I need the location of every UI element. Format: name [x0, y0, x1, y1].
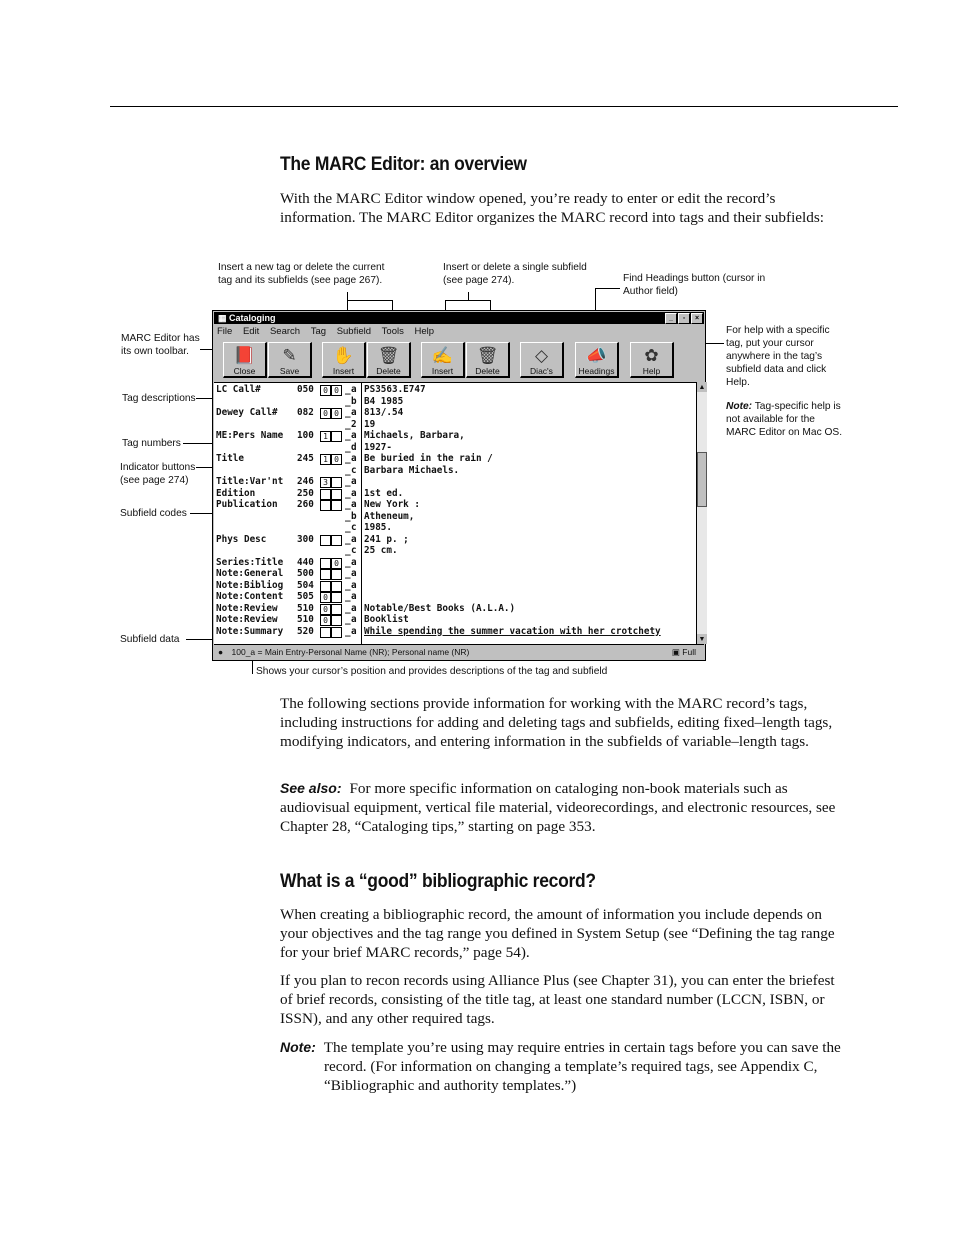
subfield-data[interactable]: Michaels, Barbara, [364, 430, 465, 441]
subfield-delimiter: _ [345, 430, 351, 441]
tag-number[interactable]: 260 [297, 499, 314, 510]
insert-tag-button[interactable] [322, 342, 366, 378]
help-note-text: Tag-specific help is not available for the MARC Editor on Mac OS. [726, 401, 843, 438]
tag-description: LC Call# [216, 384, 261, 395]
body-paragraph-2: When creating a bibliographic record, the amount of information you include depends on your objectives and the tag range you defined in System Setup (see “Defining the tag range for your brief MARC records,” page 54). [280, 906, 835, 961]
tag-description: Note:Review [216, 602, 278, 614]
delete-tag-label: Delete [376, 366, 401, 376]
indicator-2-button[interactable]: 0 [331, 454, 342, 465]
status-book-icon: ● [218, 647, 224, 657]
tag-number[interactable]: 246 [297, 476, 314, 487]
subfield-code[interactable]: c [351, 545, 357, 556]
table-row[interactable] [214, 522, 696, 534]
table-row[interactable] [214, 488, 696, 500]
insert-tag-icon: ✋ [332, 346, 355, 365]
tag-description: Title [216, 453, 244, 464]
full-icon: ▣ [671, 647, 680, 657]
callout-subfield-data: Subfield data [120, 634, 180, 645]
tag-description: Note:General [216, 568, 284, 579]
indicator-1-button[interactable]: 0 [320, 604, 331, 615]
subfield-delimiter: _ [345, 395, 351, 407]
marc-editor-grid[interactable] [214, 382, 696, 645]
headings-button[interactable] [575, 342, 619, 378]
indicator-1-button[interactable]: 1 [320, 454, 331, 465]
help-label: Help [642, 366, 661, 376]
indicator-2-button[interactable]: 0 [331, 385, 342, 396]
table-row[interactable] [214, 442, 696, 454]
editor-toolbar [214, 340, 704, 380]
status-text: 100_a = Main Entry-Personal Name (NR); Personal name (NR) [231, 647, 470, 657]
close-book-icon: 📕 [233, 346, 256, 365]
indicator-2-button[interactable] [331, 431, 342, 442]
menu-edit[interactable]: Edit [242, 326, 260, 337]
menu-tag[interactable]: Tag [310, 326, 327, 337]
indicator-1-button[interactable] [320, 627, 331, 638]
table-row[interactable] [214, 453, 696, 465]
table-row[interactable] [214, 396, 696, 408]
note-text: The template you’re using may require entries in certain tags before you can save the record. (For information on changing a template’s required tags, see Appendix C, “Bibliographic and authority templates.”) [323, 1039, 841, 1094]
vertical-scrollbar[interactable] [696, 382, 707, 644]
subfield-delimiter: _ [345, 614, 351, 625]
section-heading-overview: The MARC Editor: an overview [280, 154, 527, 175]
delete-subfield-icon: 🗑 [476, 346, 499, 365]
table-row[interactable] [214, 476, 696, 488]
status-bar [214, 644, 704, 659]
body-paragraph-1: The following sections provide information for working with the MARC record’s tags, including instructions for adding and deleting tags and subfields, editing fixed–length tags, modifying indicators, and entering information in the subfields of variable–length tags. [280, 695, 833, 750]
tag-number[interactable]: 100 [297, 430, 314, 441]
table-row[interactable] [214, 499, 696, 511]
leader-line [468, 292, 469, 300]
save-button-label: Save [279, 366, 300, 376]
table-row[interactable] [214, 465, 696, 477]
tag-number[interactable]: 510 [297, 614, 314, 625]
window-title: Cataloging [229, 313, 276, 323]
callout-insert-tag: Insert a new tag or delete the current tag and its subfields (see page 267). [218, 262, 385, 286]
tag-number[interactable]: 050 [297, 384, 314, 395]
tag-description: Note:Review [216, 614, 278, 625]
indicator-1-button[interactable]: 0 [320, 592, 331, 603]
leader-line [445, 300, 491, 301]
subfield-code[interactable]: a [351, 568, 357, 579]
callout-toolbar: MARC Editor has its own toolbar. [121, 333, 200, 357]
subfield-delimiter: _ [345, 568, 351, 579]
subfield-data[interactable]: Be buried in the rain / [364, 453, 493, 464]
subfield-code[interactable]: a [351, 579, 357, 591]
tag-number[interactable]: 510 [297, 602, 314, 614]
save-book-icon: ✎ [282, 346, 297, 365]
subfield-code[interactable]: a [351, 614, 357, 625]
headings-label: Headings [578, 366, 615, 376]
leader-line [347, 300, 393, 301]
subfield-code[interactable]: 2 [351, 418, 357, 430]
note-paragraph [280, 1038, 846, 1095]
subfield-code[interactable]: d [351, 441, 357, 453]
close-button[interactable] [223, 342, 267, 378]
subfield-delimiter: _ [345, 384, 351, 395]
menu-bar [214, 325, 704, 339]
subfield-code[interactable]: a [351, 602, 357, 614]
menu-help[interactable]: Help [414, 326, 435, 337]
tag-description: Note:Summary [216, 625, 284, 637]
delete-tag-button[interactable] [367, 342, 411, 378]
subfield-delimiter: _ [345, 418, 351, 430]
subfield-delimiter: _ [345, 441, 351, 453]
indicator-2-button[interactable] [331, 500, 342, 511]
tag-description: Title:Var'nt [216, 476, 284, 487]
indicator-2-button[interactable] [331, 592, 342, 603]
indicator-1-button[interactable]: 0 [320, 408, 331, 419]
subfield-code[interactable]: b [351, 395, 357, 407]
indicator-1-button[interactable] [320, 569, 331, 580]
subfield-code[interactable]: a [351, 625, 357, 637]
table-row[interactable] [214, 568, 696, 580]
subfield-code[interactable]: a [351, 476, 357, 487]
subfield-code[interactable]: b [351, 510, 357, 522]
table-row[interactable] [214, 534, 696, 546]
scroll-thumb[interactable] [697, 452, 707, 507]
table-row[interactable] [214, 557, 696, 569]
callout-help: For help with a specific tag, put your cursor anywhere in the tag’s subfield data and click Help. [726, 325, 830, 388]
table-row[interactable] [214, 580, 696, 592]
subfield-delimiter: _ [345, 407, 351, 418]
tag-description: Note:Bibliog [216, 579, 284, 591]
subfield-data[interactable]: Notable/Best Books (A.L.A.) [364, 602, 516, 614]
table-row[interactable] [214, 419, 696, 431]
indicator-1-button[interactable] [320, 500, 331, 511]
subfield-data[interactable]: 1927- [364, 441, 392, 453]
intro-paragraph: With the MARC Editor window opened, you’re ready to enter or edit the record’s information. The MARC Editor organizes the MARC record into tags and their subfields: [280, 190, 824, 226]
insert-subfield-button[interactable] [421, 342, 465, 378]
tag-description: ME:Pers Name [216, 430, 284, 441]
insert-tag-label: Insert [332, 366, 355, 376]
leader-line [595, 288, 620, 289]
diacritics-button[interactable] [520, 342, 564, 378]
indicator-2-button[interactable] [331, 615, 342, 626]
subfield-data[interactable]: 19 [364, 418, 376, 430]
close-icon[interactable]: × [691, 313, 703, 324]
callout-help-note [726, 400, 844, 439]
callout-tag-descriptions: Tag descriptions [122, 393, 196, 404]
subfield-data[interactable]: B4 1985 [364, 395, 404, 407]
subfield-delimiter: _ [345, 487, 351, 499]
menu-search[interactable]: Search [269, 326, 301, 337]
subfield-data[interactable]: 241 p. ; [364, 533, 409, 545]
table-row[interactable] [214, 384, 696, 396]
indicator-1-button[interactable]: 0 [320, 615, 331, 626]
diacritics-icon: ◇ [534, 346, 549, 365]
subfield-code[interactable]: a [351, 487, 357, 499]
subfield-delimiter: _ [345, 579, 351, 591]
minimize-icon[interactable]: _ [665, 313, 677, 324]
leader-line [347, 292, 348, 300]
maximize-icon[interactable]: ▫ [678, 313, 690, 324]
tag-number[interactable]: 504 [297, 579, 314, 591]
subfield-code[interactable]: a [351, 556, 357, 568]
headings-icon: 📣 [585, 346, 608, 365]
menu-subfield[interactable]: Subfield [336, 326, 372, 337]
delete-subfield-button[interactable] [466, 342, 510, 378]
subfield-data[interactable]: 1985. [364, 522, 392, 533]
tag-number[interactable]: 505 [297, 591, 314, 602]
tag-number[interactable]: 520 [297, 625, 314, 637]
delete-tag-icon: 🗑 [377, 346, 400, 365]
subfield-code[interactable]: a [351, 499, 357, 510]
subfield-data[interactable]: 25 cm. [364, 545, 398, 556]
cataloging-window [212, 310, 706, 661]
subfield-code[interactable]: a [351, 384, 357, 395]
subfield-delimiter: _ [345, 522, 351, 533]
body-paragraph-3: If you plan to recon records using Alliance Plus (see Chapter 31), you can enter the briefest of brief records, consisting of the title tag, at least one standard number (LCCN, ISBN, or ISSN), and any other required tags. [280, 972, 835, 1027]
subfield-delimiter: _ [345, 499, 351, 510]
note-lead: Note: [280, 1039, 316, 1055]
subfield-code[interactable]: a [351, 430, 357, 441]
subfield-data[interactable]: 813/.54 [364, 407, 404, 418]
indicator-2-button[interactable]: 0 [331, 408, 342, 419]
indicator-2-button[interactable] [331, 581, 342, 592]
see-also-paragraph [280, 779, 846, 836]
callout-insert-subfield: Insert or delete a single subfield (see page 274). [443, 262, 587, 286]
table-row[interactable] [214, 626, 696, 638]
subfield-delimiter: _ [345, 625, 351, 637]
tag-description: Series:Title [216, 556, 284, 568]
indicator-2-button[interactable] [331, 569, 342, 580]
help-button[interactable] [630, 342, 674, 378]
subfield-data[interactable]: 1st ed. [364, 487, 404, 499]
indicator-1-button[interactable]: 1 [320, 431, 331, 442]
see-also-text: For more specific information on cataloging non-book materials such as audiovisual equipment, vertical file material, videorecordings, and electronic resources, see Chapter 28, “Cataloging tips,” starting on page 353. [280, 780, 836, 835]
save-button[interactable] [268, 342, 312, 378]
indicator-2-button[interactable]: 0 [331, 558, 342, 569]
indicator-2-button[interactable] [331, 627, 342, 638]
see-also-lead: See also: [280, 780, 342, 796]
table-row[interactable] [214, 511, 696, 523]
table-row[interactable] [214, 430, 696, 442]
indicator-2-button[interactable] [331, 604, 342, 615]
indicator-1-button[interactable]: 0 [320, 385, 331, 396]
subfield-delimiter: _ [345, 591, 351, 602]
tag-description: Note:Content [216, 591, 284, 602]
subfield-data[interactable]: Booklist [364, 614, 409, 625]
subfield-data[interactable]: New York : [364, 499, 420, 510]
delete-subfield-label: Delete [475, 366, 500, 376]
subfield-code[interactable]: a [351, 453, 357, 464]
tag-description: Phys Desc [216, 533, 267, 545]
subfield-data[interactable]: Atheneum, [364, 510, 415, 522]
insert-subfield-icon: ✍ [431, 346, 454, 365]
callout-indicator-buttons: Indicator buttons (see page 274) [120, 462, 196, 486]
tag-number[interactable]: 245 [297, 453, 314, 464]
callout-find-headings: Find Headings button (cursor in Author field) [623, 273, 766, 297]
table-row[interactable] [214, 591, 696, 603]
subfield-code[interactable]: a [351, 407, 357, 418]
subfield-code[interactable]: c [351, 464, 357, 476]
scroll-up-icon[interactable]: ▲ [698, 383, 706, 391]
subfield-delimiter: _ [345, 464, 351, 476]
table-row[interactable] [214, 545, 696, 557]
header-rule [110, 106, 898, 107]
tag-number[interactable]: 500 [297, 568, 314, 579]
indicator-2-button[interactable] [331, 477, 342, 488]
help-note-lead: Note: [726, 401, 753, 412]
subfield-data[interactable]: PS3563.E747 [364, 384, 426, 395]
section-heading-good-record: What is a “good” bibliographic record? [280, 871, 596, 892]
subfield-delimiter: _ [345, 545, 351, 556]
close-button-label: Close [233, 366, 256, 376]
leader-line [252, 660, 253, 674]
menu-file[interactable]: File [217, 326, 233, 337]
callout-status-bar: Shows your cursor’s position and provides descriptions of the tag and subfield [256, 666, 608, 677]
subfield-data[interactable]: Barbara Michaels. [364, 464, 460, 476]
diacritics-label: Diac's [530, 366, 553, 376]
tag-description: Edition [216, 487, 256, 499]
subfield-delimiter: _ [345, 476, 351, 487]
window-icon: ▦ [218, 313, 230, 323]
table-row[interactable] [214, 407, 696, 419]
subfield-code[interactable]: a [351, 533, 357, 545]
callout-subfield-codes: Subfield codes [120, 508, 187, 519]
help-icon: ✿ [644, 346, 659, 365]
tag-number[interactable]: 440 [297, 556, 314, 568]
tag-description: Dewey Call# [216, 407, 278, 418]
callout-tag-numbers: Tag numbers [122, 438, 181, 449]
window-titlebar [214, 312, 704, 324]
subfield-delimiter: _ [345, 510, 351, 522]
indicator-1-button[interactable] [320, 581, 331, 592]
tag-description: Publication [216, 499, 278, 510]
table-row[interactable] [214, 614, 696, 626]
subfield-code[interactable]: a [351, 591, 357, 602]
status-right [672, 645, 696, 659]
tag-number[interactable]: 082 [297, 407, 314, 418]
subfield-delimiter: _ [345, 453, 351, 464]
indicator-2-button[interactable] [331, 535, 342, 546]
subfield-code[interactable]: c [351, 522, 357, 533]
tag-number[interactable]: 300 [297, 533, 314, 545]
indicator-1-button[interactable] [320, 535, 331, 546]
status-mode: Full [682, 647, 696, 657]
indicator-1-button[interactable] [320, 489, 331, 500]
tag-number[interactable]: 250 [297, 487, 314, 499]
menu-tools[interactable]: Tools [381, 326, 404, 337]
table-row[interactable] [214, 603, 696, 615]
subfield-delimiter: _ [345, 533, 351, 545]
scroll-down-icon[interactable]: ▼ [698, 635, 706, 643]
insert-subfield-label: Insert [431, 366, 454, 376]
subfield-delimiter: _ [345, 602, 351, 614]
indicator-1-button[interactable] [320, 558, 331, 569]
indicator-2-button[interactable] [331, 489, 342, 500]
subfield-delimiter: _ [345, 556, 351, 568]
indicator-1-button[interactable]: 3 [320, 477, 331, 488]
subfield-data[interactable]: While spending the summer vacation with her crotchety [364, 625, 661, 637]
